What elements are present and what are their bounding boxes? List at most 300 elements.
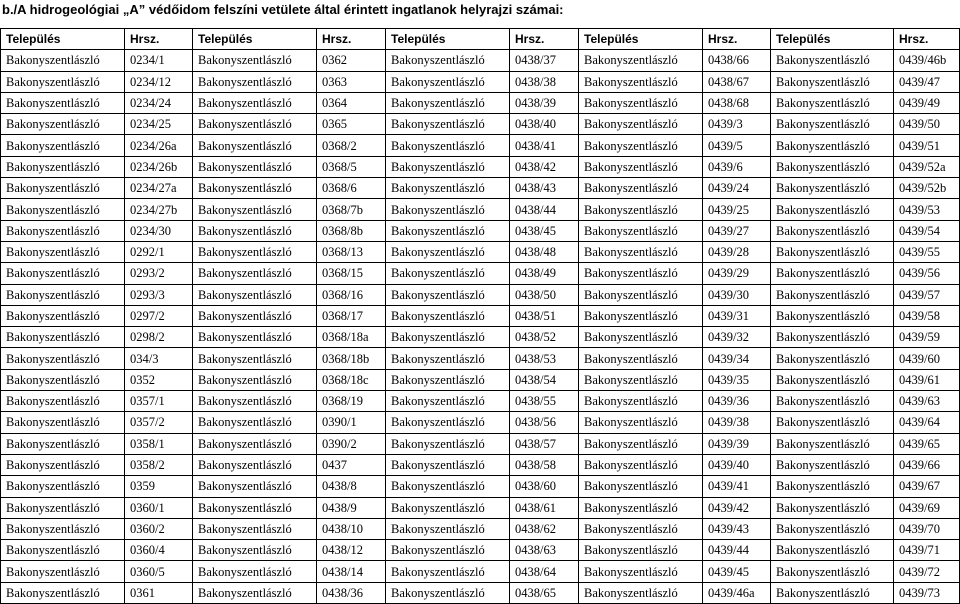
settlement-cell: Bakonyszentlászló [771,391,894,412]
parcel-number-cell: 0439/28 [703,241,771,262]
parcel-number-cell: 0361 [125,582,193,603]
settlement-cell: Bakonyszentlászló [386,391,510,412]
parcel-number-cell: 0363 [317,71,386,92]
settlement-cell: Bakonyszentlászló [1,263,125,284]
parcel-number-cell: 0439/53 [894,199,960,220]
parcel-number-cell: 0438/58 [510,454,579,475]
settlement-cell: Bakonyszentlászló [771,284,894,305]
settlement-cell: Bakonyszentlászló [193,561,317,582]
parcel-number-cell: 0438/51 [510,305,579,326]
column-header-hrsz: Hrsz. [894,29,960,50]
column-header-hrsz: Hrsz. [125,29,193,50]
parcel-number-cell: 0438/45 [510,220,579,241]
parcel-number-cell: 034/3 [125,348,193,369]
parcel-number-cell: 0368/2 [317,135,386,156]
parcel-number-cell: 0234/1 [125,50,193,71]
settlement-cell: Bakonyszentlászló [579,199,703,220]
settlement-cell: Bakonyszentlászló [193,156,317,177]
table-row [1,241,960,262]
parcel-number-cell: 0439/3 [703,114,771,135]
parcel-number-cell: 0234/27a [125,178,193,199]
settlement-cell: Bakonyszentlászló [579,220,703,241]
table-header-row [1,29,960,50]
settlement-cell: Bakonyszentlászló [1,305,125,326]
settlement-cell: Bakonyszentlászló [386,454,510,475]
parcel-number-cell: 0438/48 [510,241,579,262]
parcel-number-cell: 0438/38 [510,71,579,92]
settlement-cell: Bakonyszentlászló [771,199,894,220]
settlement-cell: Bakonyszentlászló [386,582,510,603]
settlement-cell: Bakonyszentlászló [579,263,703,284]
parcel-number-cell: 0234/12 [125,71,193,92]
settlement-cell: Bakonyszentlászló [771,114,894,135]
settlement-cell: Bakonyszentlászló [579,284,703,305]
settlement-cell: Bakonyszentlászló [771,178,894,199]
table-row [1,540,960,561]
table-row [1,391,960,412]
parcel-number-cell: 0439/69 [894,497,960,518]
table-row [1,327,960,348]
settlement-cell: Bakonyszentlászló [771,263,894,284]
settlement-cell: Bakonyszentlászló [386,178,510,199]
parcel-number-cell: 0360/5 [125,561,193,582]
parcel-number-cell: 0360/4 [125,540,193,561]
parcel-number-cell: 0439/24 [703,178,771,199]
settlement-cell: Bakonyszentlászló [386,71,510,92]
parcel-number-cell: 0438/49 [510,263,579,284]
parcel-number-cell: 0439/67 [894,476,960,497]
parcel-number-cell: 0368/16 [317,284,386,305]
settlement-cell: Bakonyszentlászló [386,476,510,497]
settlement-cell: Bakonyszentlászló [771,561,894,582]
settlement-cell: Bakonyszentlászló [193,540,317,561]
parcel-number-cell: 0358/1 [125,433,193,454]
table-body [1,50,960,604]
settlement-cell: Bakonyszentlászló [771,220,894,241]
settlement-cell: Bakonyszentlászló [771,50,894,71]
parcel-number-cell: 0439/54 [894,220,960,241]
parcel-number-cell: 0439/65 [894,433,960,454]
parcel-number-cell: 0368/7b [317,199,386,220]
parcel-number-cell: 0437 [317,454,386,475]
settlement-cell: Bakonyszentlászló [1,582,125,603]
parcel-number-cell: 0358/2 [125,454,193,475]
parcel-number-cell: 0438/44 [510,199,579,220]
parcel-number-cell: 0439/66 [894,454,960,475]
table-row [1,114,960,135]
settlement-cell: Bakonyszentlászló [386,412,510,433]
settlement-cell: Bakonyszentlászló [1,369,125,390]
settlement-cell: Bakonyszentlászló [386,348,510,369]
parcel-number-cell: 0439/43 [703,518,771,539]
parcel-number-cell: 0439/31 [703,305,771,326]
settlement-cell: Bakonyszentlászló [193,327,317,348]
parcel-number-cell: 0293/2 [125,263,193,284]
settlement-cell: Bakonyszentlászló [386,284,510,305]
settlement-cell: Bakonyszentlászló [193,348,317,369]
table-row [1,348,960,369]
parcel-number-cell: 0439/38 [703,412,771,433]
parcel-number-cell: 0368/18b [317,348,386,369]
settlement-cell: Bakonyszentlászló [579,433,703,454]
settlement-cell: Bakonyszentlászló [1,92,125,113]
settlement-cell: Bakonyszentlászló [1,178,125,199]
parcel-number-cell: 0360/1 [125,497,193,518]
parcel-number-cell: 0439/49 [894,92,960,113]
settlement-cell: Bakonyszentlászló [386,433,510,454]
parcel-number-cell: 0368/13 [317,241,386,262]
parcel-number-cell: 0365 [317,114,386,135]
settlement-cell: Bakonyszentlászló [1,327,125,348]
table-row [1,305,960,326]
parcel-number-cell: 0439/30 [703,284,771,305]
parcel-number-cell: 0439/44 [703,540,771,561]
settlement-cell: Bakonyszentlászló [386,263,510,284]
settlement-cell: Bakonyszentlászló [1,199,125,220]
parcel-number-cell: 0439/63 [894,391,960,412]
parcel-number-cell: 0297/2 [125,305,193,326]
settlement-cell: Bakonyszentlászló [771,476,894,497]
parcel-number-cell: 0438/52 [510,327,579,348]
parcel-number-cell: 0439/36 [703,391,771,412]
parcel-number-cell: 0439/34 [703,348,771,369]
settlement-cell: Bakonyszentlászló [579,92,703,113]
parcel-number-cell: 0438/12 [317,540,386,561]
parcel-number-cell: 0439/55 [894,241,960,262]
parcel-number-cell: 0234/26b [125,156,193,177]
parcel-number-cell: 0438/9 [317,497,386,518]
parcel-number-cell: 0234/25 [125,114,193,135]
settlement-cell: Bakonyszentlászló [579,71,703,92]
settlement-cell: Bakonyszentlászló [386,50,510,71]
parcel-number-cell: 0439/61 [894,369,960,390]
settlement-cell: Bakonyszentlászló [579,454,703,475]
parcel-number-cell: 0438/39 [510,92,579,113]
parcel-number-cell: 0362 [317,50,386,71]
parcel-number-cell: 0439/72 [894,561,960,582]
settlement-cell: Bakonyszentlászló [1,241,125,262]
parcel-number-cell: 0364 [317,92,386,113]
column-header-hrsz: Hrsz. [510,29,579,50]
column-header-telepules: Település [386,29,510,50]
settlement-cell: Bakonyszentlászló [579,391,703,412]
settlement-cell: Bakonyszentlászló [771,71,894,92]
table-row [1,92,960,113]
settlement-cell: Bakonyszentlászló [386,135,510,156]
settlement-cell: Bakonyszentlászló [386,518,510,539]
column-header-telepules: Település [1,29,125,50]
settlement-cell: Bakonyszentlászló [1,433,125,454]
parcel-number-cell: 0439/41 [703,476,771,497]
settlement-cell: Bakonyszentlászló [1,454,125,475]
parcel-number-cell: 0439/29 [703,263,771,284]
settlement-cell: Bakonyszentlászló [771,327,894,348]
parcel-number-cell: 0439/70 [894,518,960,539]
settlement-cell: Bakonyszentlászló [579,50,703,71]
parcel-number-cell: 0368/19 [317,391,386,412]
settlement-cell: Bakonyszentlászló [193,241,317,262]
parcel-number-cell: 0234/30 [125,220,193,241]
parcel-number-cell: 0438/8 [317,476,386,497]
settlement-cell: Bakonyszentlászló [386,540,510,561]
settlement-cell: Bakonyszentlászló [771,497,894,518]
parcel-number-cell: 0438/65 [510,582,579,603]
column-header-hrsz: Hrsz. [317,29,386,50]
parcel-number-cell: 0438/68 [703,92,771,113]
settlement-cell: Bakonyszentlászló [1,518,125,539]
settlement-cell: Bakonyszentlászló [193,50,317,71]
parcel-number-cell: 0368/8b [317,220,386,241]
table-row [1,156,960,177]
settlement-cell: Bakonyszentlászló [579,369,703,390]
settlement-cell: Bakonyszentlászló [771,241,894,262]
settlement-cell: Bakonyszentlászló [193,284,317,305]
settlement-cell: Bakonyszentlászló [579,540,703,561]
settlement-cell: Bakonyszentlászló [771,92,894,113]
settlement-cell: Bakonyszentlászló [579,156,703,177]
settlement-cell: Bakonyszentlászló [579,305,703,326]
settlement-cell: Bakonyszentlászló [1,476,125,497]
parcel-number-cell: 0359 [125,476,193,497]
settlement-cell: Bakonyszentlászló [386,92,510,113]
parcel-number-cell: 0357/1 [125,391,193,412]
table-row [1,433,960,454]
parcel-number-cell: 0438/10 [317,518,386,539]
parcel-number-cell: 0439/47 [894,71,960,92]
parcel-number-cell: 0438/41 [510,135,579,156]
parcel-number-cell: 0438/56 [510,412,579,433]
table-row [1,369,960,390]
document-heading: b./A hidrogeológiai „A” védőidom felszíni vetülete által érintett ingatlanok helyrajzi számai: [2,2,564,17]
settlement-cell: Bakonyszentlászló [193,71,317,92]
settlement-cell: Bakonyszentlászló [771,540,894,561]
parcel-number-cell: 0439/6 [703,156,771,177]
parcel-number-cell: 0368/5 [317,156,386,177]
parcel-number-cell: 0438/57 [510,433,579,454]
parcel-number-cell: 0438/61 [510,497,579,518]
parcel-number-cell: 0438/36 [317,582,386,603]
settlement-cell: Bakonyszentlászló [771,433,894,454]
parcel-number-cell: 0438/53 [510,348,579,369]
settlement-cell: Bakonyszentlászló [579,241,703,262]
table-row [1,476,960,497]
settlement-cell: Bakonyszentlászló [1,220,125,241]
settlement-cell: Bakonyszentlászló [771,369,894,390]
parcel-number-cell: 0439/5 [703,135,771,156]
settlement-cell: Bakonyszentlászló [579,114,703,135]
parcel-number-cell: 0439/35 [703,369,771,390]
settlement-cell: Bakonyszentlászló [193,433,317,454]
parcel-number-cell: 0438/54 [510,369,579,390]
settlement-cell: Bakonyszentlászló [193,305,317,326]
settlement-cell: Bakonyszentlászló [386,305,510,326]
settlement-cell: Bakonyszentlászló [771,454,894,475]
parcel-number-cell: 0293/3 [125,284,193,305]
settlement-cell: Bakonyszentlászló [771,135,894,156]
settlement-cell: Bakonyszentlászló [386,561,510,582]
settlement-cell: Bakonyszentlászló [386,199,510,220]
parcel-number-cell: 0234/24 [125,92,193,113]
settlement-cell: Bakonyszentlászló [579,178,703,199]
column-header-telepules: Település [193,29,317,50]
settlement-cell: Bakonyszentlászló [579,348,703,369]
parcel-number-cell: 0439/59 [894,327,960,348]
settlement-cell: Bakonyszentlászló [1,71,125,92]
table-row [1,263,960,284]
settlement-cell: Bakonyszentlászló [193,135,317,156]
parcel-number-cell: 0438/37 [510,50,579,71]
settlement-cell: Bakonyszentlászló [579,497,703,518]
parcel-number-cell: 0439/27 [703,220,771,241]
settlement-cell: Bakonyszentlászló [386,220,510,241]
table-row [1,220,960,241]
settlement-cell: Bakonyszentlászló [1,391,125,412]
settlement-cell: Bakonyszentlászló [579,582,703,603]
table-row [1,135,960,156]
settlement-cell: Bakonyszentlászló [193,369,317,390]
parcel-number-cell: 0439/51 [894,135,960,156]
table-row [1,561,960,582]
parcel-number-cell: 0439/57 [894,284,960,305]
settlement-cell: Bakonyszentlászló [579,327,703,348]
settlement-cell: Bakonyszentlászló [193,582,317,603]
parcel-number-cell: 0439/73 [894,582,960,603]
table-row [1,199,960,220]
table-row [1,454,960,475]
parcel-number-cell: 0368/18a [317,327,386,348]
settlement-cell: Bakonyszentlászló [1,561,125,582]
settlement-cell: Bakonyszentlászló [386,156,510,177]
settlement-cell: Bakonyszentlászló [1,348,125,369]
settlement-cell: Bakonyszentlászló [1,135,125,156]
settlement-cell: Bakonyszentlászló [193,391,317,412]
parcel-number-cell: 0368/17 [317,305,386,326]
parcel-number-cell: 0438/14 [317,561,386,582]
column-header-hrsz: Hrsz. [703,29,771,50]
parcel-number-cell: 0292/1 [125,241,193,262]
settlement-cell: Bakonyszentlászló [193,199,317,220]
parcel-number-cell: 0439/56 [894,263,960,284]
settlement-cell: Bakonyszentlászló [1,114,125,135]
parcel-table [0,28,960,604]
table-row [1,518,960,539]
parcel-number-cell: 0352 [125,369,193,390]
parcel-number-cell: 0360/2 [125,518,193,539]
settlement-cell: Bakonyszentlászló [193,454,317,475]
parcel-number-cell: 0390/2 [317,433,386,454]
settlement-cell: Bakonyszentlászló [193,263,317,284]
settlement-cell: Bakonyszentlászló [193,178,317,199]
parcel-number-cell: 0439/45 [703,561,771,582]
settlement-cell: Bakonyszentlászló [771,156,894,177]
parcel-number-cell: 0439/58 [894,305,960,326]
table-row [1,178,960,199]
settlement-cell: Bakonyszentlászló [1,284,125,305]
settlement-cell: Bakonyszentlászló [193,412,317,433]
parcel-number-cell: 0234/27b [125,199,193,220]
table-row [1,71,960,92]
parcel-number-cell: 0439/64 [894,412,960,433]
parcel-number-cell: 0438/62 [510,518,579,539]
parcel-number-cell: 0234/26a [125,135,193,156]
settlement-cell: Bakonyszentlászló [579,412,703,433]
settlement-cell: Bakonyszentlászló [771,412,894,433]
settlement-cell: Bakonyszentlászló [1,497,125,518]
parcel-number-cell: 0439/39 [703,433,771,454]
parcel-number-cell: 0368/6 [317,178,386,199]
settlement-cell: Bakonyszentlászló [193,92,317,113]
table-row [1,284,960,305]
settlement-cell: Bakonyszentlászló [193,518,317,539]
settlement-cell: Bakonyszentlászló [1,540,125,561]
parcel-number-cell: 0368/18c [317,369,386,390]
parcel-number-cell: 0439/42 [703,497,771,518]
settlement-cell: Bakonyszentlászló [386,241,510,262]
table-row [1,497,960,518]
parcel-number-cell: 0438/43 [510,178,579,199]
settlement-cell: Bakonyszentlászló [579,476,703,497]
parcel-number-cell: 0439/46a [703,582,771,603]
parcel-number-cell: 0438/63 [510,540,579,561]
settlement-cell: Bakonyszentlászló [386,114,510,135]
parcel-number-cell: 0438/60 [510,476,579,497]
parcel-number-cell: 0438/55 [510,391,579,412]
settlement-cell: Bakonyszentlászló [1,412,125,433]
parcel-number-cell: 0439/50 [894,114,960,135]
parcel-number-cell: 0439/60 [894,348,960,369]
settlement-cell: Bakonyszentlászló [386,497,510,518]
settlement-cell: Bakonyszentlászló [771,518,894,539]
settlement-cell: Bakonyszentlászló [771,305,894,326]
settlement-cell: Bakonyszentlászló [771,582,894,603]
parcel-number-cell: 0439/52b [894,178,960,199]
settlement-cell: Bakonyszentlászló [193,114,317,135]
parcel-number-cell: 0438/67 [703,71,771,92]
parcel-number-cell: 0357/2 [125,412,193,433]
parcel-number-cell: 0298/2 [125,327,193,348]
table-row [1,50,960,71]
parcel-number-cell: 0438/64 [510,561,579,582]
parcel-number-cell: 0439/46b [894,50,960,71]
settlement-cell: Bakonyszentlászló [579,561,703,582]
settlement-cell: Bakonyszentlászló [1,50,125,71]
parcel-number-cell: 0390/1 [317,412,386,433]
settlement-cell: Bakonyszentlászló [771,348,894,369]
parcel-number-cell: 0439/25 [703,199,771,220]
parcel-number-cell: 0438/40 [510,114,579,135]
settlement-cell: Bakonyszentlászló [579,518,703,539]
parcel-number-cell: 0438/66 [703,50,771,71]
table-row [1,412,960,433]
settlement-cell: Bakonyszentlászló [386,369,510,390]
parcel-number-cell: 0438/50 [510,284,579,305]
column-header-telepules: Település [771,29,894,50]
settlement-cell: Bakonyszentlászló [193,476,317,497]
column-header-telepules: Település [579,29,703,50]
parcel-number-cell: 0439/71 [894,540,960,561]
settlement-cell: Bakonyszentlászló [386,327,510,348]
settlement-cell: Bakonyszentlászló [1,156,125,177]
parcel-number-cell: 0438/42 [510,156,579,177]
parcel-number-cell: 0439/40 [703,454,771,475]
parcel-number-cell: 0439/32 [703,327,771,348]
settlement-cell: Bakonyszentlászló [193,220,317,241]
parcel-number-cell: 0368/15 [317,263,386,284]
settlement-cell: Bakonyszentlászló [193,497,317,518]
parcel-number-cell: 0439/52a [894,156,960,177]
table-row [1,582,960,603]
settlement-cell: Bakonyszentlászló [579,135,703,156]
